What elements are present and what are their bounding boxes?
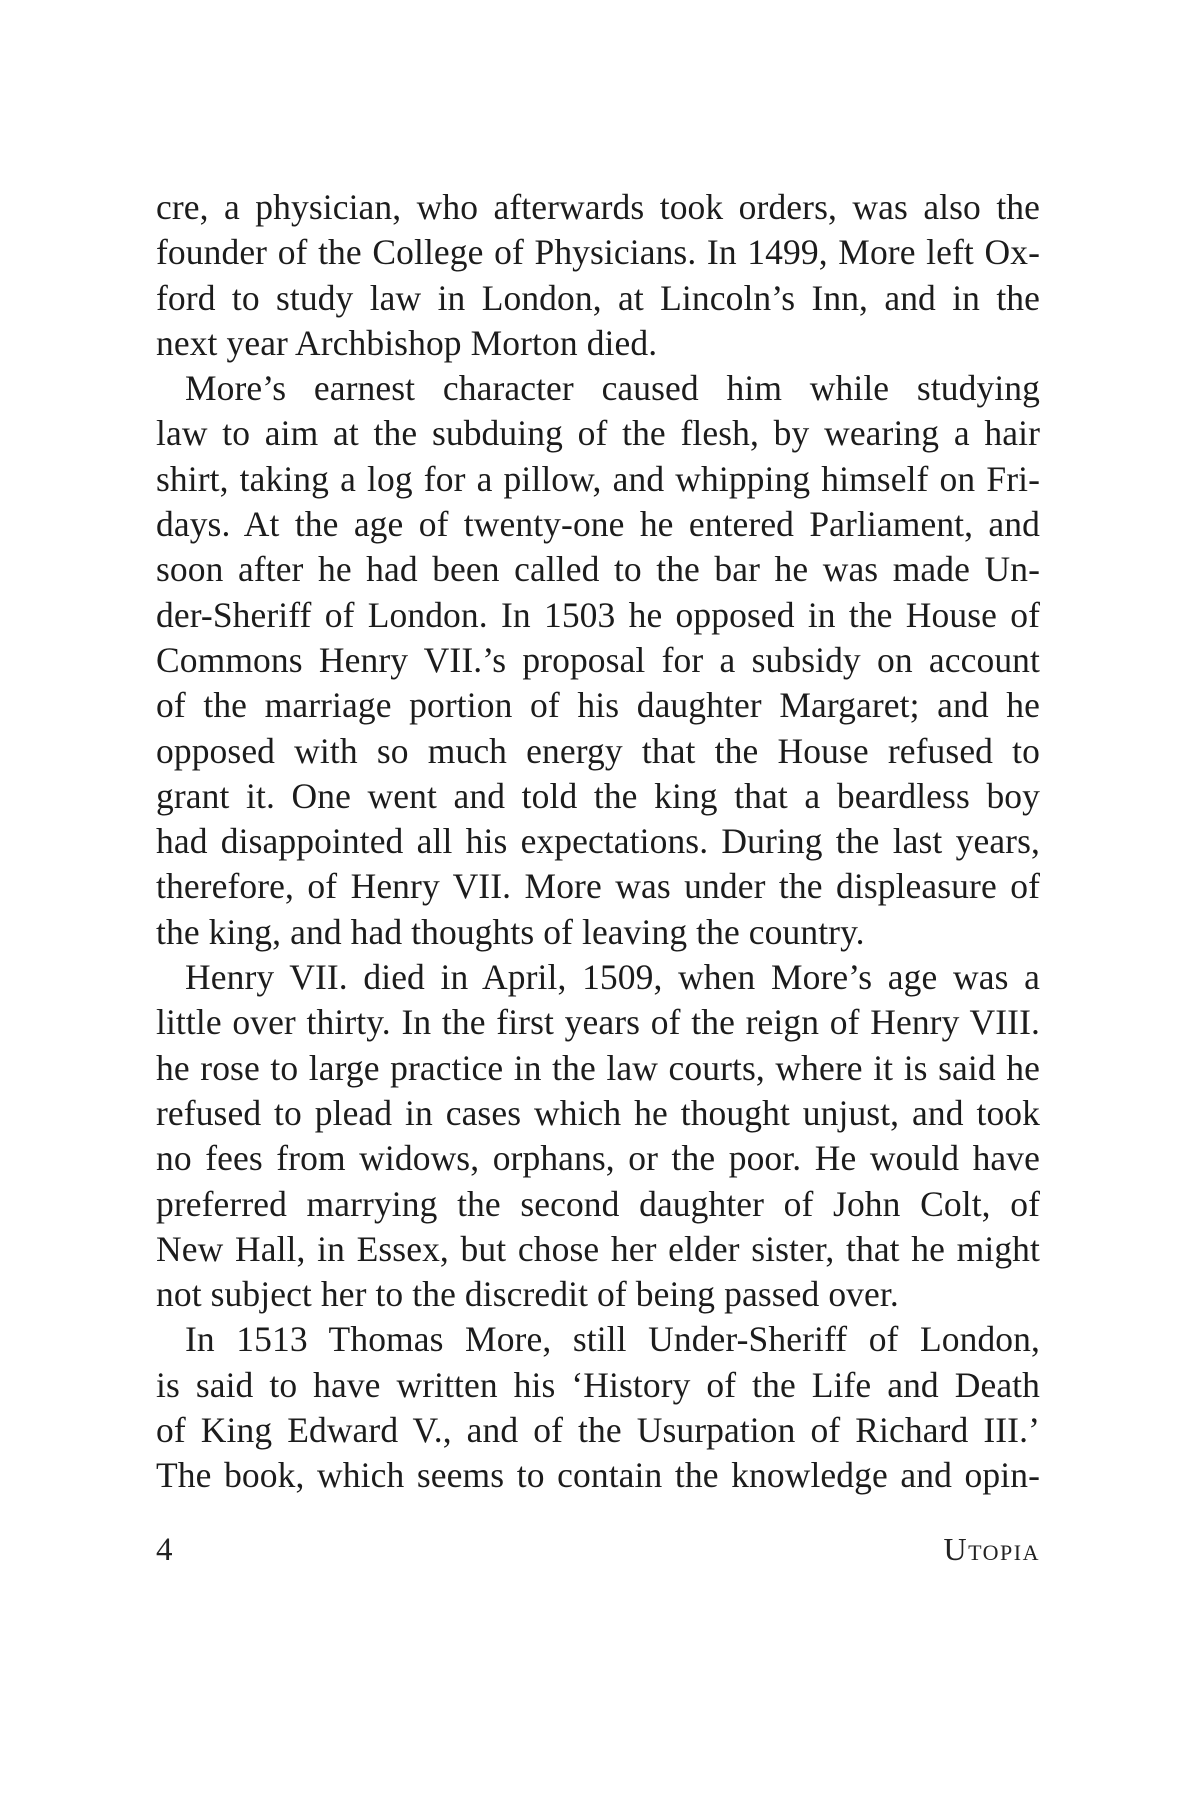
- text-line: he rose to large practice in the law courts, where it is said he: [156, 1047, 1040, 1088]
- text-line: refused to plead in cases which he thought unjust, and took: [156, 1092, 1040, 1133]
- text-line: grant it. One went and told the king that a beardless boy: [156, 775, 1040, 816]
- page-text-body: [156, 185, 1040, 1499]
- text-line: is said to have written his ‘History of the Life and Death: [156, 1364, 1040, 1405]
- text-line: The book, which seems to contain the knowledge and opin-: [156, 1455, 1040, 1496]
- text-line: days. At the age of twenty-one he entered Parliament, and: [156, 504, 1040, 545]
- text-line: no fees from widows, orphans, or the poor. He would have: [156, 1138, 1040, 1179]
- text-line: preferred marrying the second daughter of John Colt, of: [156, 1183, 1040, 1224]
- text-line: of the marriage portion of his daughter Margaret; and he: [156, 685, 1040, 726]
- text-line: little over thirty. In the first years of the reign of Henry VIII.: [156, 1002, 1040, 1043]
- text-line: Commons Henry VII.’s proposal for a subsidy on account: [156, 639, 1040, 680]
- text-line: der-Sheriff of London. In 1503 he opposed in the House of: [156, 594, 1040, 635]
- page-footer: [156, 1531, 1040, 1569]
- text-line: the king, and had thoughts of leaving the country.: [156, 911, 865, 952]
- text-line: of King Edward V., and of the Usurpation of Richard III.’: [156, 1410, 1040, 1451]
- text-line: In 1513 Thomas More, still Under-Sheriff of London,: [185, 1319, 1040, 1360]
- text-line: shirt, taking a log for a pillow, and whipping himself on Fri-: [156, 458, 1040, 499]
- text-line: opposed with so much energy that the House refused to: [156, 730, 1040, 771]
- text-line: not subject her to the discredit of being passed over.: [156, 1274, 899, 1315]
- text-line: ford to study law in London, at Lincoln’s Inn, and in the: [156, 277, 1040, 318]
- text-line: More’s earnest character caused him while studying: [185, 368, 1040, 409]
- text-line: law to aim at the subduing of the flesh, by wearing a hair: [156, 413, 1040, 454]
- text-line: founder of the College of Physicians. In 1499, More left Ox-: [156, 232, 1040, 273]
- text-line: New Hall, in Essex, but chose her elder sister, that he might: [156, 1228, 1040, 1269]
- text-line: soon after he had been called to the bar he was made Un-: [156, 549, 1040, 590]
- text-line: next year Archbishop Morton died.: [156, 322, 658, 363]
- text-line: Henry VII. died in April, 1509, when More’s age was a: [185, 957, 1040, 998]
- text-line: therefore, of Henry VII. More was under the displeasure of: [156, 866, 1040, 907]
- running-title: Utopia: [943, 1531, 1040, 1567]
- page-number: 4: [156, 1532, 173, 1568]
- text-line: cre, a physician, who afterwards took orders, was also the: [156, 187, 1040, 227]
- text-line: had disappointed all his expectations. During the last years,: [156, 821, 1040, 862]
